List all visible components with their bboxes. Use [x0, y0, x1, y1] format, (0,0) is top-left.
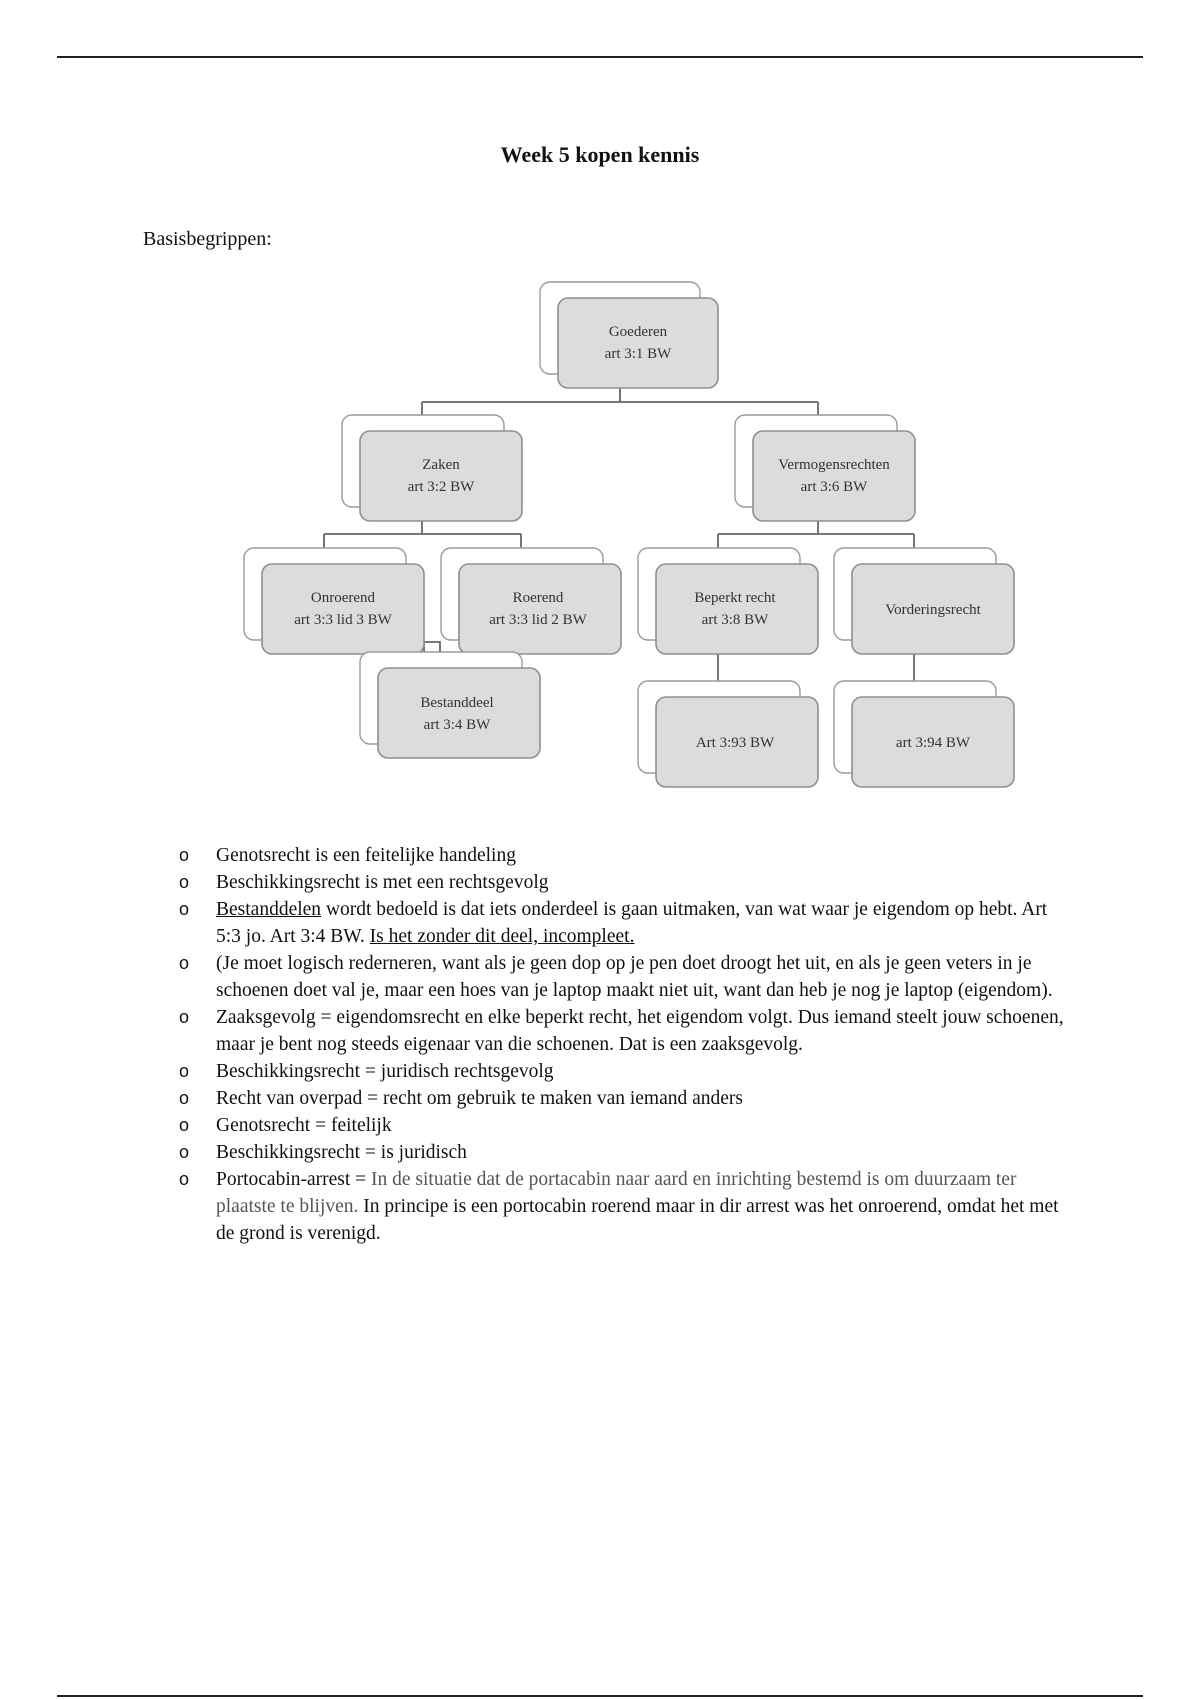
note-text: Beschikkingsrecht = juridisch rechtsgevolg — [216, 1061, 554, 1082]
node-goederen-line1: Goederen — [608, 324, 668, 340]
note-text: Zaaksgevolg = eigendomsrecht en elke beperkt recht, het eigendom volgt. Dus iemand steelt jouw schoenen, maar je bent nog steeds eigenaar van die schoenen. Dat is een zaaksgevolg. — [216, 1007, 1064, 1055]
node-bestanddeel-line2: art 3:4 BW — [423, 717, 491, 733]
list-item — [176, 1166, 1076, 1247]
note-text: (Je moet logisch rederneren, want als je geen dop op je pen doet droogt het uit, en als je geen veters in je schoenen doet val je, maar een hoes van je laptop maakt niet uit, want dan heb je nog je laptop (eigendom). — [216, 953, 1053, 1001]
bullet: o — [179, 1169, 190, 1189]
list-item — [176, 869, 1076, 896]
list-item — [176, 842, 1076, 869]
bullet: o — [179, 1007, 190, 1027]
bullet: o — [179, 953, 190, 973]
node-vorderingsrecht-line1: Vorderingsrecht — [885, 602, 981, 618]
node-art-393-line1: Art 3:93 BW — [695, 735, 775, 751]
node-roerend-line1: Roerend — [512, 590, 564, 606]
bottom-rule — [57, 1695, 1143, 1697]
node-zaken-line2: art 3:2 BW — [407, 479, 475, 495]
node-onroerend-line2: art 3:3 lid 3 BW — [294, 612, 392, 628]
node-beperkt-recht-line1: Beperkt recht — [694, 590, 776, 606]
node-beperkt-recht — [638, 548, 818, 654]
note-text: Recht van overpad = recht om gebruik te maken van iemand anders — [216, 1088, 744, 1109]
bullet: o — [179, 899, 190, 919]
node-zaken-line1: Zaken — [422, 457, 460, 473]
note-text: wordt bedoeld is dat iets onderdeel is gaan uitmaken, van wat waar je eigendom op hebt. Art 5:3 jo. Art 3:4 BW. — [216, 899, 1048, 947]
node-vermogensrechten-line1: Vermogensrechten — [778, 457, 890, 473]
node-goederen — [540, 282, 718, 388]
list-item — [176, 1112, 1076, 1139]
note-quote: In de situatie dat de portacabin naar aard en inrichting bestemd is om duurzaam ter plaatste te blijven. — [216, 1169, 1017, 1217]
bullet: o — [179, 1088, 190, 1108]
note-text: Genotsrecht = feitelijk — [216, 1115, 392, 1136]
node-vorderingsrecht — [834, 548, 1014, 654]
node-roerend — [441, 548, 621, 654]
node-vermogensrechten — [735, 415, 915, 521]
node-art-394-line1: art 3:94 BW — [895, 735, 971, 751]
section-label: Basisbegrippen: — [143, 228, 272, 250]
list-item — [176, 896, 1076, 950]
list-item — [176, 1139, 1076, 1166]
note-text: Portocabin-arrest = — [216, 1169, 372, 1190]
note-text: Beschikkingsrecht = is juridisch — [216, 1142, 467, 1163]
node-roerend-line2: art 3:3 lid 2 BW — [489, 612, 587, 628]
node-bestanddeel-line1: Bestanddeel — [420, 695, 494, 711]
bullet: o — [179, 845, 190, 865]
node-onroerend — [244, 548, 424, 654]
node-goederen-line2: art 3:1 BW — [604, 346, 672, 362]
node-art-394 — [834, 681, 1014, 787]
bullet: o — [179, 1115, 190, 1135]
note-text: In principe is een portocabin roerend maar in dir arrest was het onroerend, omdat het met de grond is verenigd. — [216, 1196, 1059, 1244]
note-text: Genotsrecht is een feitelijke handeling — [216, 845, 516, 866]
bullet: o — [179, 1061, 190, 1081]
node-zaken — [342, 415, 522, 521]
list-item — [176, 1085, 1076, 1112]
list-item — [176, 1004, 1076, 1058]
list-item — [176, 1058, 1076, 1085]
node-onroerend-line1: Onroerend — [310, 590, 376, 606]
underlined-term: Bestanddelen — [216, 899, 322, 920]
underlined-note: Is het zonder dit deel, incompleet. — [369, 926, 635, 947]
list-item — [176, 950, 1076, 1004]
note-text: Beschikkingsrecht is met een rechtsgevolg — [216, 872, 549, 893]
node-vermogensrechten-line2: art 3:6 BW — [800, 479, 868, 495]
bullet: o — [179, 872, 190, 892]
page-title: Week 5 kopen kennis — [500, 142, 700, 167]
node-art-393 — [638, 681, 818, 787]
notes-list — [176, 842, 1076, 1247]
bullet: o — [179, 1142, 190, 1162]
node-beperkt-recht-line2: art 3:8 BW — [701, 612, 769, 628]
node-bestanddeel — [360, 652, 540, 758]
hierarchy-diagram — [0, 0, 1200, 820]
